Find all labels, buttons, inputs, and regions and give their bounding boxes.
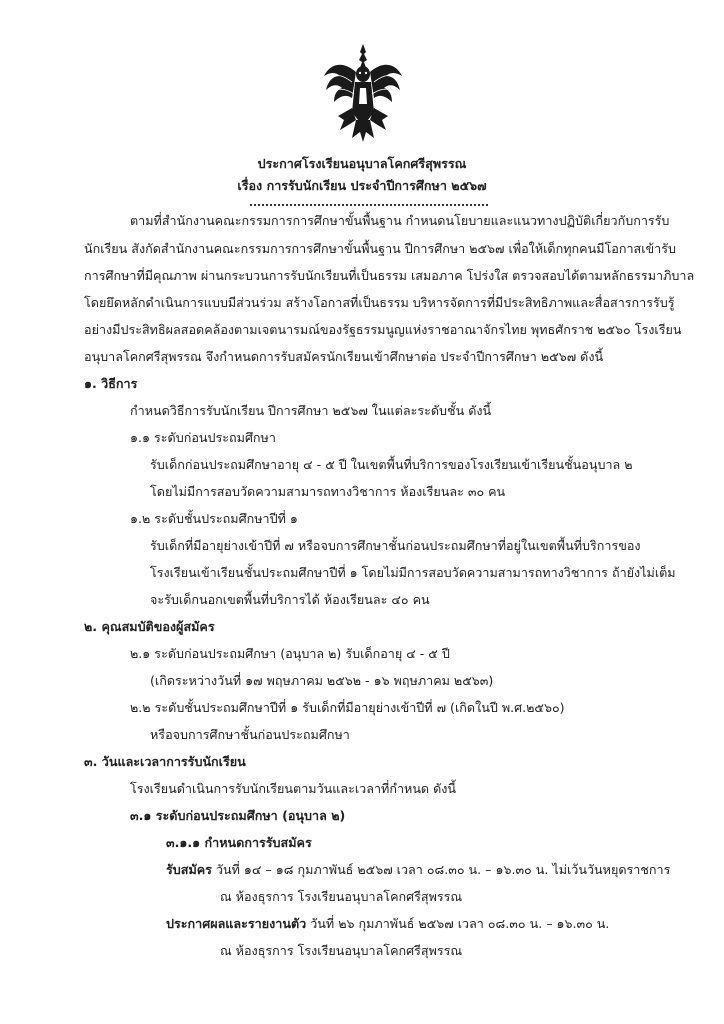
section-2-line: ๒.๒ ระดับชั้นประถมศึกษาปีที่ ๑ รับเด็กที่มีอายุย่างเข้าปีที่ ๗ (เกิดในปี พ.ศ.๒๕๖๐) (130, 700, 565, 715)
section-1-2-heading: ๑.๒ ระดับชั้นประถมศึกษาปีที่ ๑ (130, 511, 298, 526)
section-2-line: (เกิดระหว่างวันที่ ๑๗ พฤษภาคม ๒๕๖๒ - ๑๖ พฤษภาคม ๒๕๖๓) (150, 673, 494, 688)
section-3-heading: ๓. วันและเวลาการรับนักเรียน (84, 754, 246, 769)
intro-line: ตามที่สำนักงานคณะกรรมการการศึกษาขั้นพื้นฐาน กำหนดนโยบายและแนวทางปฏิบัติเกี่ยวกับการรับ (130, 213, 670, 228)
section-1-1-heading: ๑.๑ ระดับก่อนประถมศึกษา (130, 430, 276, 445)
intro-line: อนุบาลโคกศรีสุพรรณ จึงกำหนดการรับสมัครนักเรียนเข้าศึกษาต่อ ประจำปีการศึกษา ๒๕๖๗ ดังนี้ (84, 349, 604, 364)
intro-line: การศึกษาที่มีคุณภาพ ผ่านกระบวนการรับนักเรียนที่เป็นธรรม เสมอภาค โปร่งใส ตรวจสอบได้ตามหลักธรรมาภิบาล (84, 268, 695, 283)
title-dotted-divider (250, 204, 488, 206)
section-1-2-line: จะรับเด็กนอกเขตพื้นที่บริการได้ ห้องเรียนละ ๔๐ คน (150, 592, 430, 607)
garuda-emblem (322, 42, 404, 144)
section-1-2-line: โรงเรียนเข้าเรียนชั้นประถมศึกษาปีที่ ๑ โดยไม่มีการสอบวัดความสามารถทางวิชาการ ถ้ายังไม่เต็ม (150, 565, 676, 580)
doc-subject: เรื่อง การรับนักเรียน ประจำปีการศึกษา ๒๕๖๗ (237, 178, 487, 193)
section-1-1-line: โดยไม่มีการสอบวัดความสามารถทางวิชาการ ห้องเรียนละ ๓๐ คน (150, 484, 506, 499)
intro-line: โดยยึดหลักดำเนินการแบบมีส่วนร่วม สร้างโอกาสที่เป็นธรรม บริหารจัดการที่มีประสิทธิภาพและสื่อสารการรับรู้ (84, 295, 675, 310)
doc-title: ประกาศโรงเรียนอนุบาลโคกศรีสุพรรณ (257, 156, 467, 171)
section-1-heading: ๑. วิธีการ (84, 376, 138, 391)
apply-label: รับสมัคร (166, 862, 212, 877)
announce-text: วันที่ ๒๖ กุมภาพันธ์ ๒๕๖๗ เวลา ๐๘.๓๐ น. – ๑๖.๓๐ น. (306, 916, 610, 931)
announce-label: ประกาศผลและรายงานตัว (166, 916, 307, 931)
section-1-2-line: รับเด็กที่มีอายุย่างเข้าปีที่ ๗ หรือจบการศึกษาชั้นก่อนประถมศึกษาที่อยู่ในเขตพื้นที่บริการของ (150, 538, 641, 553)
section-2-line: หรือจบการศึกษาชั้นก่อนประถมศึกษา (150, 727, 350, 742)
section-3-text: โรงเรียนดำเนินการรับนักเรียนตามวันและเวลาที่กำหนด ดังนี้ (130, 781, 457, 796)
section-2-heading: ๒. คุณสมบัติของผู้สมัคร (84, 619, 215, 634)
apply-schedule (166, 861, 670, 878)
section-1-text: กำหนดวิธีการรับนักเรียน ปีการศึกษา ๒๕๖๗ ในแต่ละระดับชั้น ดังนี้ (130, 403, 492, 418)
announce-place: ณ ห้องธุรการ โรงเรียนอนุบาลโคกศรีสุพรรณ (220, 943, 463, 958)
section-3-1-heading: ๓.๑ ระดับก่อนประถมศึกษา (อนุบาล ๒) (130, 808, 346, 823)
intro-line: นักเรียน สังกัดสำนักงานคณะกรรมการการศึกษาขั้นพื้นฐาน ปีการศึกษา ๒๕๖๗ เพื่อให้เด็กทุกคนมีโอกาสเข้ารับ (84, 241, 676, 256)
section-2-line: ๒.๑ ระดับก่อนประถมศึกษา (อนุบาล ๒) รับเด็กอายุ ๔ - ๕ ปี (130, 646, 450, 661)
section-1-1-line: รับเด็กก่อนประถมศึกษาอายุ ๔ - ๕ ปี ในเขตพื้นที่บริการของโรงเรียนเข้าเรียนชั้นอนุบาล ๒ (150, 457, 633, 472)
apply-place: ณ ห้องธุรการ โรงเรียนอนุบาลโคกศรีสุพรรณ (220, 889, 463, 904)
section-3-1-1-heading: ๓.๑.๑ กำหนดการรับสมัคร (166, 835, 312, 850)
intro-line: อย่างมีประสิทธิผลสอดคล้องตามเจตนารมณ์ของรัฐธรรมนูญแห่งราชอาณาจักรไทย พุทธศักราช ๒๕๖๐ โรงเรียน (84, 322, 682, 337)
announce-schedule (166, 915, 609, 932)
apply-text: วันที่ ๑๔ – ๑๘ กุมภาพันธ์ ๒๕๖๗ เวลา ๐๘.๓๐ น. – ๑๖.๓๐ น. ไม่เว้นวันหยุดราชการ (211, 862, 671, 877)
